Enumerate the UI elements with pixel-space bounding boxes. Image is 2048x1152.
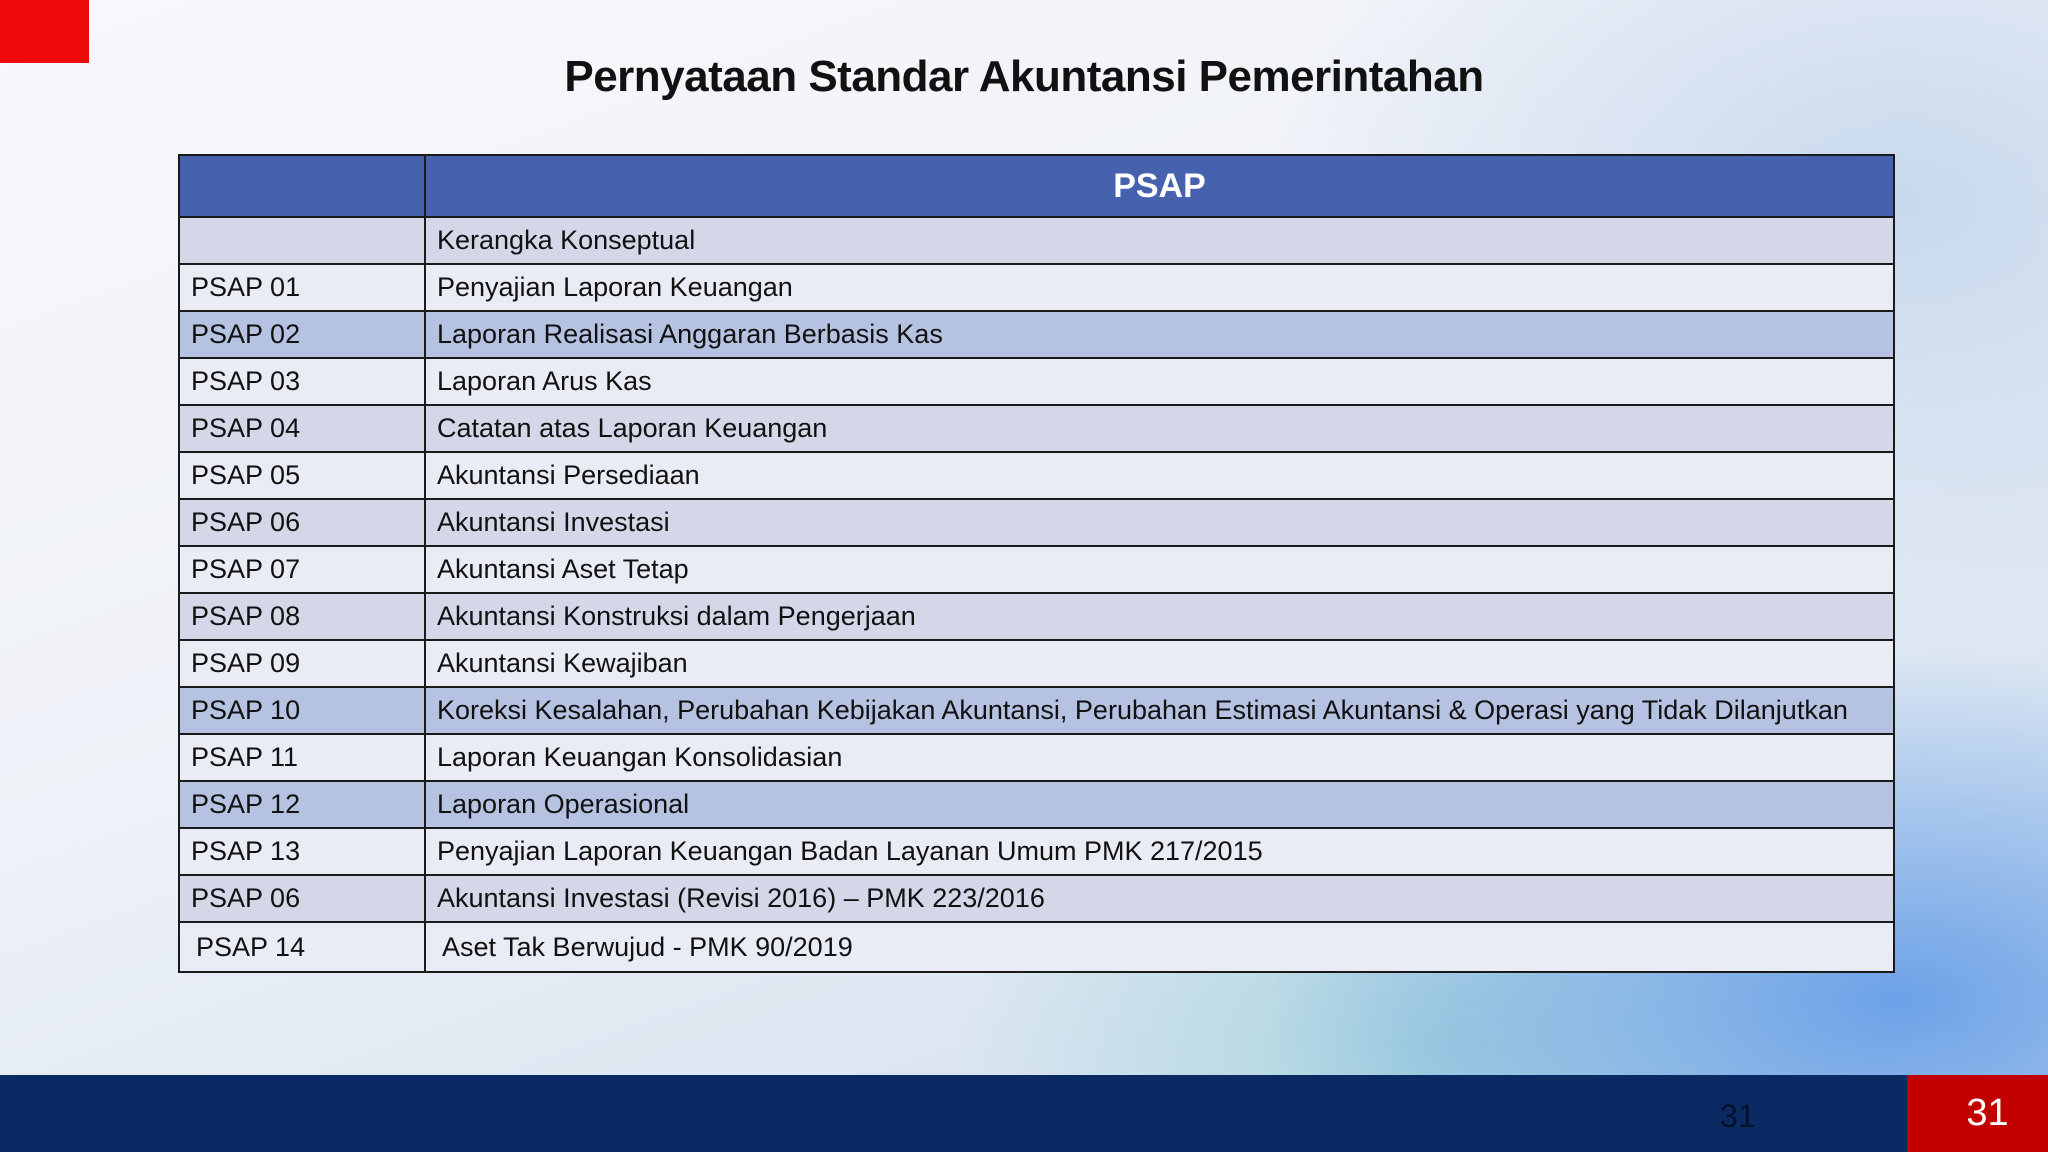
row-name: Laporan Keuangan Konsolidasian — [425, 734, 1894, 781]
row-code: PSAP 12 — [179, 781, 425, 828]
table-row — [179, 452, 1894, 499]
row-code: PSAP 03 — [179, 358, 425, 405]
table-row — [179, 405, 1894, 452]
row-name: Akuntansi Investasi (Revisi 2016) – PMK 223/2016 — [425, 875, 1894, 922]
page-number: 31 — [1720, 1098, 1756, 1134]
row-code: PSAP 05 — [179, 452, 425, 499]
row-code: PSAP 07 — [179, 546, 425, 593]
table-header-row — [179, 155, 1894, 217]
row-name: Aset Tak Berwujud - PMK 90/2019 — [425, 922, 1894, 972]
table-row — [179, 640, 1894, 687]
row-code — [179, 217, 425, 264]
table-row — [179, 358, 1894, 405]
psap-table — [178, 154, 1895, 973]
row-code: PSAP 09 — [179, 640, 425, 687]
table-row — [179, 546, 1894, 593]
row-name: Akuntansi Persediaan — [425, 452, 1894, 499]
row-code: PSAP 06 — [179, 499, 425, 546]
row-code: PSAP 04 — [179, 405, 425, 452]
table-row — [179, 687, 1894, 734]
header-psap-cell: PSAP — [425, 155, 1894, 217]
slide-title: Pernyataan Standar Akuntansi Pemerintahan — [564, 52, 1484, 101]
header-code-cell — [179, 155, 425, 217]
table-row — [179, 828, 1894, 875]
row-name: Akuntansi Konstruksi dalam Pengerjaan — [425, 593, 1894, 640]
table-row — [179, 922, 1894, 972]
row-code: PSAP 06 — [179, 875, 425, 922]
table-row — [179, 593, 1894, 640]
row-name: Penyajian Laporan Keuangan Badan Layanan Umum PMK 217/2015 — [425, 828, 1894, 875]
table-row — [179, 875, 1894, 922]
row-code: PSAP 08 — [179, 593, 425, 640]
row-name: Kerangka Konseptual — [425, 217, 1894, 264]
row-name: Laporan Realisasi Anggaran Berbasis Kas — [425, 311, 1894, 358]
row-code: PSAP 02 — [179, 311, 425, 358]
table-row — [179, 781, 1894, 828]
row-name: Laporan Operasional — [425, 781, 1894, 828]
row-name: Akuntansi Investasi — [425, 499, 1894, 546]
row-name: Akuntansi Kewajiban — [425, 640, 1894, 687]
row-name: Koreksi Kesalahan, Perubahan Kebijakan Akuntansi, Perubahan Estimasi Akuntansi & Operasi yang Tidak Dilanjutkan — [425, 687, 1894, 734]
row-code: PSAP 11 — [179, 734, 425, 781]
table-row — [179, 499, 1894, 546]
row-code: PSAP 14 — [179, 922, 425, 972]
row-code: PSAP 13 — [179, 828, 425, 875]
row-name: Akuntansi Aset Tetap — [425, 546, 1894, 593]
row-name: Laporan Arus Kas — [425, 358, 1894, 405]
table-row — [179, 734, 1894, 781]
row-code: PSAP 10 — [179, 687, 425, 734]
row-name: Penyajian Laporan Keuangan — [425, 264, 1894, 311]
page-number-badge: 31 — [1907, 1075, 2048, 1152]
table-row — [179, 217, 1894, 264]
table-row — [179, 311, 1894, 358]
row-code: PSAP 01 — [179, 264, 425, 311]
row-name: Catatan atas Laporan Keuangan — [425, 405, 1894, 452]
table-row — [179, 264, 1894, 311]
